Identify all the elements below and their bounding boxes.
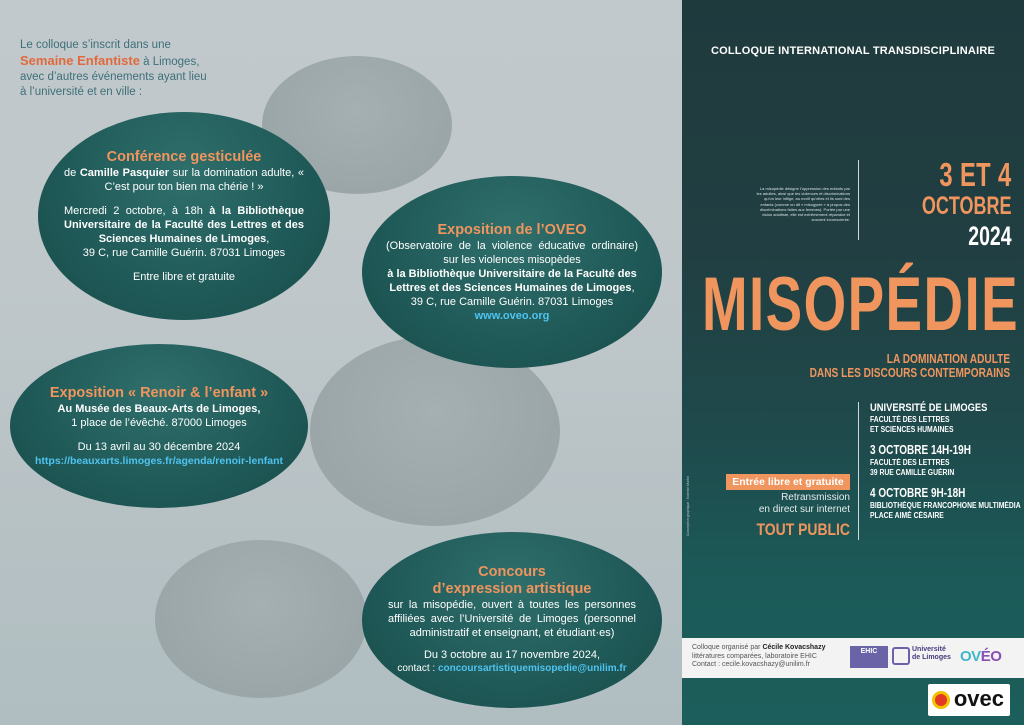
ovec-dot-icon (932, 691, 950, 709)
sponsor-footer (682, 638, 1024, 678)
event-oveo: Exposition de l’OVEO (Observatoire de la violence éducative ordinaire) sur les violences misopèdes à la Bibliothèque Universitaire de la Faculté des Lettres et des Sciences Humaines de Limoges, 39 C, rue Camille Guérin. 87031 Limoges www.oveo.org (362, 176, 662, 368)
graphic-credit: Conception graphique : Noémie Martin (686, 476, 690, 536)
ehic-logo: EHIC (850, 646, 888, 668)
event-conference: Conférence gesticulée de Camille Pasquier sur la domination adulte, « C’est pour ton bien ma chérie ! » Mercredi 2 octobre, à 18h à la Bibliothèque Universitaire de la Faculté des Lettres et des Sciences Humaines de Limoges, 39 C, rue Camille Guérin. 87031 Limoges Entre libre et gratuite (38, 112, 330, 320)
organizer-info: Colloque organisé par Cécile Kovacshazy littératures comparées, laboratoire EHIC Contact : cecile.kovacshazy@unilim.fr (692, 644, 826, 668)
decorative-circle (155, 540, 367, 698)
divider (858, 402, 859, 540)
poster-title: MISOPÉDIE (702, 262, 1020, 347)
poster-subtitle: LA DOMINATION ADULTE DANS LES DISCOURS CONTEMPORAINS (809, 351, 1010, 380)
event-concours-title-2: d’expression artistique (432, 581, 592, 597)
entree-badge: Entrée libre et gratuite (726, 474, 850, 490)
concours-email-link[interactable]: concoursartistiquemisopedie@unilim.fr (437, 663, 627, 674)
event-dates: 3 ET 4 OCTOBRE 2024 (922, 156, 1012, 251)
ovec-logo: ovec (928, 684, 1010, 716)
highlight-semaine-enfantiste: Semaine Enfantiste (20, 53, 140, 68)
divider (858, 160, 859, 240)
colloque-heading: COLLOQUE INTERNATIONAL TRANSDISCIPLINAIRE (710, 45, 996, 57)
renoir-link[interactable]: https://beauxarts.limoges.fr/agenda/renoir-lenfant (35, 454, 283, 467)
event-renoir-title: Exposition « Renoir & l’enfant » (49, 384, 269, 401)
event-concours: Concours d’expression artistique sur la misopédie, ouvert à toutes les personnes affiliées avec l’Université de Limoges (personnel administratif et enseignant, et étudiant·es) Du 3 octobre au 17 novembre 2024, contact : concoursartistiquemisopedie@unilim.fr (362, 532, 662, 708)
day2-schedule: 4 OCTOBRE 9H-18H (870, 486, 966, 500)
oveo-logo: OVÉO (960, 648, 1002, 665)
day1-schedule: 3 OCTOBRE 14H-19H (870, 443, 971, 457)
event-renoir: Exposition « Renoir & l’enfant » Au Musée des Beaux-Arts de Limoges, 1 place de l’évêché. 87000 Limoges Du 13 avril au 30 décembre 2024 https://beauxarts.limoges.fr/agenda/renoir-lenfant (10, 344, 308, 508)
venue-info: UNIVERSITÉ DE LIMOGES FACULTÉ DES LETTRES ET SCIENCES HUMAINES 3 OCTOBRE 14H-19H FACULTÉ DES LETTRES 39 RUE CAMILLE GUÉRIN 4 OCTOBRE 9H-18H BIBLIOTHÈQUE FRANCOPHONE MULTIMÉDIA PLACE AIMÉ CÉSAIRE (870, 402, 1021, 520)
oveo-link[interactable]: www.oveo.org (474, 309, 550, 322)
universite-mark-icon (892, 647, 910, 665)
poster-panel (682, 0, 1024, 725)
universite-limoges-logo: Université de Limoges (892, 646, 954, 668)
misopedie-definition: La misopédie désigne l’oppression des enfants par les adultes, ainsi que les violences et discriminations qu’on leur inflige, au motif qu’elles et ils sont des enfants (comme on dit « misogynie » à propos des discriminations faites aux femmes). Portée par une vision adultiste, elle est extrêmement répandue et souvent inconsciente. (756, 186, 850, 223)
event-conference-title: Conférence gesticulée (106, 148, 262, 165)
retransmission-note: Retransmission en direct sur internet (758, 492, 850, 515)
intro-text: Le colloque s’inscrit dans une Semaine Enfantiste à Limoges, avec d’autres événements ayant lieu à l’université et en ville : (20, 39, 207, 98)
tout-public: TOUT PUBLIC (756, 520, 850, 539)
event-oveo-title: Exposition de l’OVEO (437, 221, 587, 238)
event-concours-title-1: Concours (478, 564, 546, 580)
